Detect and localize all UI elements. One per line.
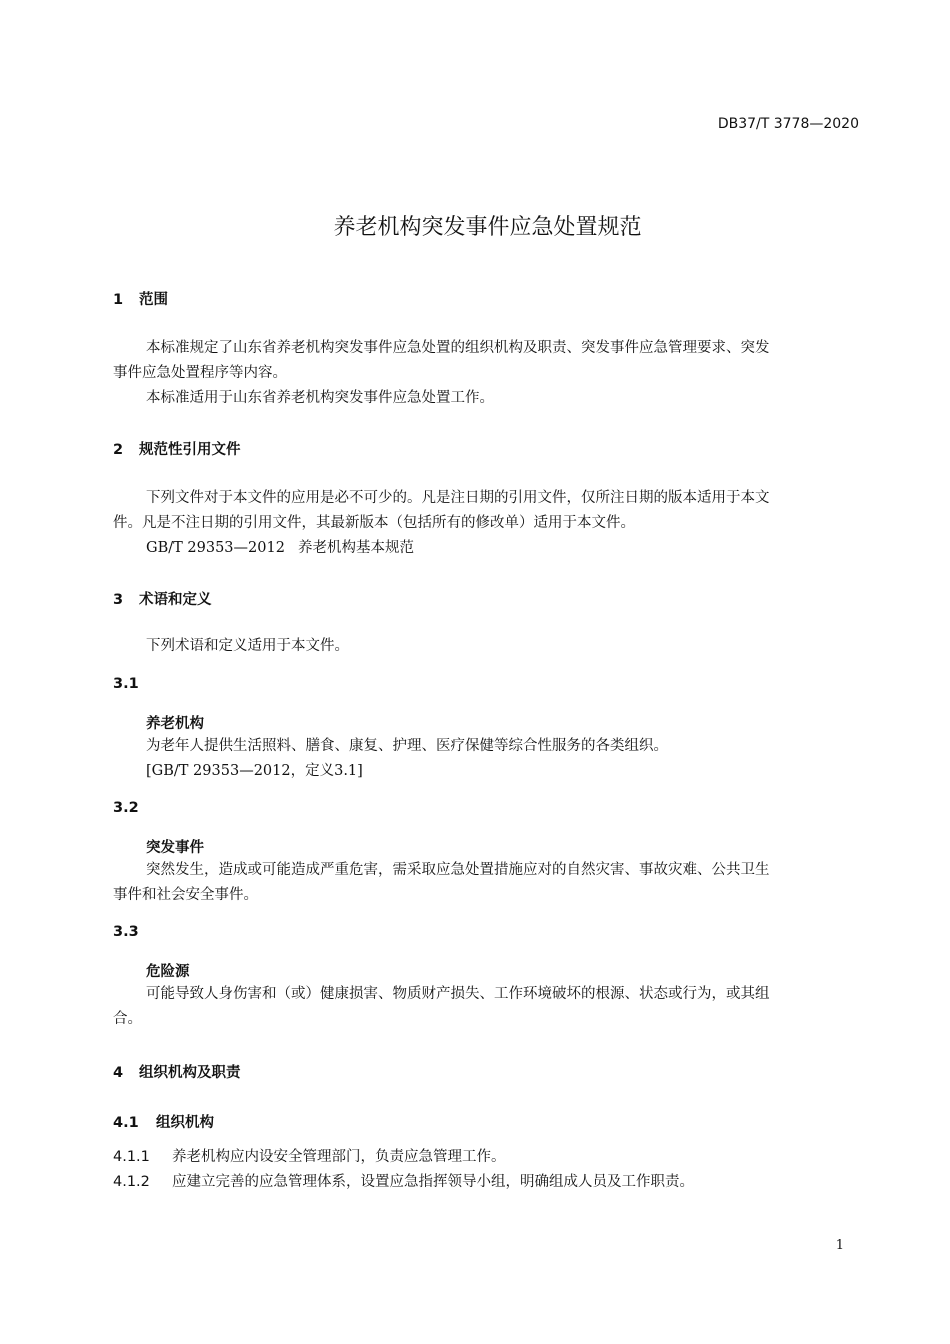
term-name: 突发事件: [146, 840, 204, 856]
subsection-number: 4.1: [113, 1115, 139, 1131]
term-number: 3.2: [113, 800, 139, 816]
paragraph-line: 下列术语和定义适用于本文件。: [146, 638, 349, 654]
term-definition: 突然发生，造成或可能造成严重危害，需采取应急处置措施应对的自然灾害、事故灾难、公共卫生: [146, 862, 770, 878]
clause-number: 4.1.2: [113, 1174, 150, 1190]
section-number: 1: [113, 292, 124, 308]
paragraph-line: 本标准适用于山东省养老机构突发事件应急处置工作。: [146, 390, 494, 406]
section-title: 组织机构及职责: [139, 1065, 241, 1081]
section-3-heading: [113, 588, 212, 609]
document-title: 养老机构突发事件应急处置规范: [333, 215, 642, 240]
section-2-heading: [113, 438, 241, 459]
subsection-4-1-heading: [113, 1111, 214, 1132]
clause-text: 应建立完善的应急管理体系，设置应急指挥领导小组，明确组成人员及工作职责。: [172, 1174, 694, 1190]
section-title: 范围: [139, 292, 168, 308]
paragraph-line: 件。凡是不注日期的引用文件，其最新版本（包括所有的修改单）适用于本文件。: [113, 515, 635, 531]
section-title: 规范性引用文件: [139, 442, 241, 458]
section-number: 3: [113, 592, 124, 608]
page-number: 1: [835, 1238, 844, 1253]
clause-item: [113, 1148, 506, 1166]
normative-reference: [146, 539, 414, 557]
clause-number: 4.1.1: [113, 1149, 150, 1165]
term-source: [GB/T 29353—2012，定义3.1]: [146, 763, 363, 779]
reference-title: 养老机构基本规范: [298, 540, 414, 556]
term-number: 3.3: [113, 924, 139, 940]
term-definition: 事件和社会安全事件。: [113, 887, 258, 903]
term-definition: 可能导致人身伤害和（或）健康损害、物质财产损失、工作环境破坏的根源、状态或行为，或其组: [146, 986, 770, 1002]
section-title: 术语和定义: [139, 592, 212, 608]
term-number: 3.1: [113, 676, 139, 692]
paragraph-line: 下列文件对于本文件的应用是必不可少的。凡是注日期的引用文件，仅所注日期的版本适用于本文: [146, 490, 770, 506]
subsection-title: 组织机构: [156, 1115, 214, 1131]
section-number: 4: [113, 1065, 124, 1081]
paragraph-line: 本标准规定了山东省养老机构突发事件应急处置的组织机构及职责、突发事件应急管理要求、突发: [146, 340, 770, 356]
section-1-heading: [113, 288, 168, 309]
reference-code: GB/T 29353—2012: [146, 540, 285, 556]
clause-item: [113, 1173, 694, 1191]
standard-number: DB37/T 3778—2020: [717, 116, 859, 132]
clause-text: 养老机构应内设安全管理部门，负责应急管理工作。: [172, 1149, 506, 1165]
term-name: 危险源: [146, 964, 190, 980]
paragraph-line: 事件应急处置程序等内容。: [113, 365, 287, 381]
term-name: 养老机构: [146, 716, 204, 732]
section-4-heading: [113, 1061, 241, 1082]
section-number: 2: [113, 442, 124, 458]
term-definition: 为老年人提供生活照料、膳食、康复、护理、医疗保健等综合性服务的各类组织。: [146, 738, 668, 754]
term-definition: 合。: [113, 1011, 142, 1027]
